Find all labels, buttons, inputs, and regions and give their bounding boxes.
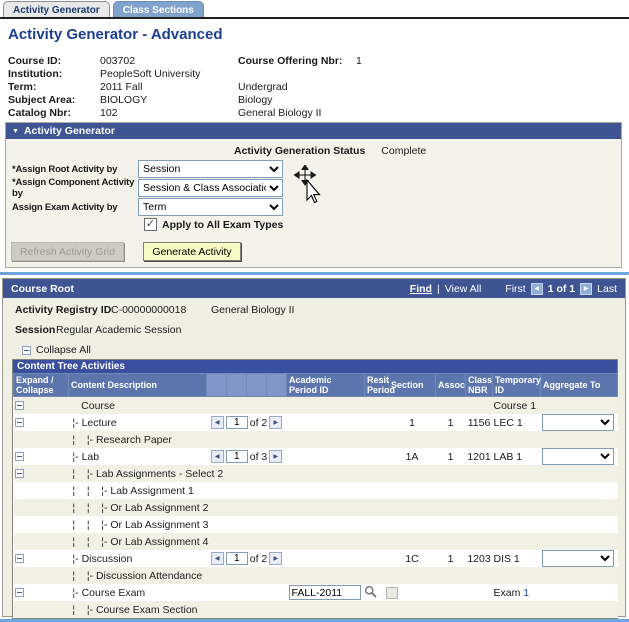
column-header-spacer bbox=[267, 374, 287, 397]
activity-label: Lab bbox=[81, 450, 100, 463]
tree-prefix: ¦ ¦- bbox=[69, 603, 96, 616]
class-nbr-cell bbox=[466, 516, 493, 533]
activity-label: Research Paper bbox=[95, 433, 172, 446]
activity-label: Discussion bbox=[81, 552, 133, 565]
temporary-id-value: DIS 1 bbox=[493, 552, 520, 565]
tree-prefix: ¦ ¦ ¦- bbox=[69, 535, 111, 548]
pager-cell bbox=[207, 516, 287, 533]
temporary-id-value: LAB 1 bbox=[493, 450, 523, 463]
content-description-cell bbox=[69, 482, 207, 499]
tree-row-course-exam-section bbox=[14, 601, 618, 618]
info-label: Subject Area: bbox=[8, 94, 76, 106]
column-header-class-nbr: Class NBR bbox=[466, 374, 493, 397]
column-header-assoc: Assoc bbox=[436, 374, 466, 397]
activity-label: Course bbox=[81, 399, 116, 412]
page-number-input[interactable] bbox=[226, 450, 248, 463]
resit-period-cell bbox=[365, 516, 389, 533]
tree-prefix: ¦- bbox=[69, 416, 82, 429]
tab-class-sections[interactable]: Class Sections bbox=[113, 1, 204, 18]
expand-cell bbox=[14, 567, 69, 584]
assoc-cell bbox=[436, 482, 466, 499]
pager-cell bbox=[207, 397, 287, 415]
page-number-input[interactable] bbox=[226, 552, 248, 565]
first-label[interactable]: First bbox=[505, 282, 526, 295]
tree-prefix: ¦- bbox=[69, 450, 82, 463]
generate-activity-button[interactable]: Generate Activity bbox=[143, 242, 241, 261]
academic-period-control bbox=[288, 585, 435, 601]
academic-period-input[interactable] bbox=[289, 585, 361, 600]
aggregate-to-cell bbox=[541, 482, 618, 499]
temporary-id-cell bbox=[493, 499, 541, 516]
aggregate-to-select[interactable] bbox=[542, 550, 614, 567]
section-cell bbox=[389, 567, 436, 584]
tab-underline bbox=[0, 17, 629, 19]
temporary-id-value: Course 1 bbox=[493, 399, 537, 412]
section-cell bbox=[389, 482, 436, 499]
course-root-panel bbox=[2, 278, 626, 617]
academic-period-cell bbox=[287, 601, 365, 618]
section-cell bbox=[389, 499, 436, 516]
field-row-assign-root-activity-by bbox=[12, 160, 283, 178]
temporary-id-cell bbox=[493, 567, 541, 584]
assoc-cell bbox=[436, 431, 466, 448]
field-label: Assign Exam Activity by bbox=[12, 201, 118, 213]
previous-activity-button[interactable]: ◀ bbox=[211, 552, 224, 565]
assign-exam-activity-by-select[interactable] bbox=[138, 198, 283, 216]
academic-period-cell bbox=[287, 414, 365, 431]
field-label: *Assign Root Activity by bbox=[12, 163, 118, 175]
activity-label: Course Exam bbox=[81, 586, 146, 599]
section-cell bbox=[389, 431, 436, 448]
generation-status bbox=[234, 145, 426, 157]
expand-cell bbox=[14, 482, 69, 499]
tree-row-or-lab-assignment-4 bbox=[14, 533, 618, 550]
info-label-right: Course Offering Nbr: bbox=[238, 55, 343, 67]
assoc-cell bbox=[436, 397, 466, 415]
info-row bbox=[8, 68, 622, 81]
collapse-all-control[interactable] bbox=[22, 344, 91, 356]
next-activity-button[interactable]: ▶ bbox=[269, 552, 282, 565]
page-of-label: of 2 bbox=[249, 416, 268, 429]
info-value-right: General Biology II bbox=[238, 107, 322, 119]
temporary-id-cell bbox=[493, 584, 541, 601]
temporary-id-cell bbox=[493, 448, 541, 465]
assoc-cell: 1 bbox=[447, 450, 454, 463]
info-row bbox=[8, 107, 622, 120]
column-header-expand-collapse: Expand / Collapse bbox=[14, 374, 69, 397]
row-count: 1 of 1 bbox=[547, 282, 576, 295]
info-label: Catalog Nbr: bbox=[8, 107, 71, 119]
class-nbr-cell bbox=[466, 533, 493, 550]
aggregate-to-cell bbox=[541, 601, 618, 618]
content-description-cell bbox=[69, 533, 207, 550]
expand-collapse-icon[interactable] bbox=[15, 588, 24, 597]
assoc-cell bbox=[436, 499, 466, 516]
academic-period-cell bbox=[287, 448, 365, 465]
resit-period-cell bbox=[365, 431, 389, 448]
resit-period-cell bbox=[365, 397, 389, 415]
column-header-spacer bbox=[227, 374, 247, 397]
class-nbr-cell bbox=[466, 499, 493, 516]
temporary-id-cell bbox=[493, 550, 541, 567]
academic-period-cell bbox=[287, 499, 365, 516]
nav-separator: | bbox=[436, 282, 440, 295]
tree-row-lab-assignments-select-2 bbox=[14, 465, 618, 482]
expand-cell bbox=[14, 499, 69, 516]
page-of-label: of 3 bbox=[249, 450, 268, 463]
info-value-right bbox=[238, 68, 356, 81]
apply-all-exam-types-checkbox[interactable]: ✓ bbox=[145, 218, 156, 230]
aggregate-to-cell bbox=[541, 448, 618, 465]
temporary-id-cell bbox=[493, 533, 541, 550]
temporary-id-cell bbox=[493, 516, 541, 533]
expand-cell bbox=[14, 448, 69, 465]
tree-prefix: ¦ ¦ ¦- bbox=[69, 484, 111, 497]
aggregate-to-select[interactable] bbox=[542, 414, 614, 431]
expand-cell bbox=[14, 550, 69, 567]
content-description-cell bbox=[69, 516, 207, 533]
tree-row-course bbox=[14, 397, 618, 415]
tree-prefix: ¦ ¦- bbox=[69, 467, 96, 480]
session-label: Session bbox=[15, 324, 56, 336]
academic-period-cell bbox=[287, 482, 365, 499]
academic-period-cell bbox=[287, 567, 365, 584]
aggregate-to-cell bbox=[541, 567, 618, 584]
temporary-id-cell bbox=[493, 414, 541, 431]
session-value: Regular Academic Session bbox=[56, 324, 182, 336]
pager-cell bbox=[207, 567, 287, 584]
content-description-cell bbox=[69, 448, 207, 465]
pager-cell bbox=[207, 448, 287, 465]
aggregate-to-cell bbox=[541, 584, 618, 601]
temporary-id-cell bbox=[493, 601, 541, 618]
registry-description: General Biology II bbox=[211, 304, 295, 316]
resit-period-cell bbox=[365, 550, 389, 567]
field-label: *Assign Component Activity by bbox=[12, 177, 135, 199]
expand-cell bbox=[14, 414, 69, 431]
assign-component-activity-by-select[interactable] bbox=[138, 179, 283, 197]
temporary-id-link[interactable]: 1 bbox=[523, 586, 530, 599]
pager-cell bbox=[207, 499, 287, 516]
resit-period-cell bbox=[365, 499, 389, 516]
info-row bbox=[8, 81, 622, 94]
tab-activity-generator[interactable]: Activity Generator bbox=[3, 1, 110, 18]
activity-label: Lab Assignments - Select 2 bbox=[95, 467, 224, 480]
temporary-id-cell bbox=[493, 482, 541, 499]
activity-label: Or Lab Assignment 2 bbox=[110, 501, 209, 514]
last-label[interactable]: Last bbox=[597, 282, 617, 295]
assoc-cell bbox=[436, 584, 466, 601]
aggregate-to-cell bbox=[541, 465, 618, 482]
section-title: Activity Generator bbox=[23, 125, 115, 137]
assoc-cell bbox=[436, 533, 466, 550]
refresh-activity-grid-button[interactable]: Refresh Activity Grid bbox=[11, 242, 124, 261]
column-header-temporary-id: Temporary ID bbox=[493, 374, 541, 397]
status-label: Activity Generation Status bbox=[234, 145, 366, 157]
tree-row-lab-assignment-1 bbox=[14, 482, 618, 499]
pager-cell bbox=[207, 601, 287, 618]
info-value: PeopleSoft University bbox=[100, 68, 201, 80]
tree-prefix: ¦- bbox=[69, 552, 82, 565]
academic-period-cell bbox=[287, 584, 436, 601]
info-value: 003702 bbox=[100, 55, 136, 67]
magnifier-icon[interactable] bbox=[364, 585, 377, 601]
content-description-cell bbox=[69, 584, 207, 601]
pager-cell bbox=[207, 584, 287, 601]
assoc-cell bbox=[436, 567, 466, 584]
section-cell bbox=[389, 601, 436, 618]
section-cell bbox=[389, 533, 436, 550]
course-root-title: Course Root bbox=[11, 282, 74, 295]
resit-period-cell bbox=[365, 601, 389, 618]
column-header-section: Section bbox=[389, 374, 436, 397]
aggregate-to-cell bbox=[541, 533, 618, 550]
content-description-cell bbox=[69, 567, 207, 584]
resit-period-cell bbox=[365, 414, 389, 431]
aggregate-to-cell bbox=[541, 397, 618, 415]
checkbox-label: Apply to All Exam Types bbox=[162, 218, 284, 231]
triangle-down-icon: ▼ bbox=[12, 127, 19, 135]
info-row bbox=[8, 55, 622, 68]
assoc-cell bbox=[436, 465, 466, 482]
class-nbr-cell bbox=[466, 397, 493, 415]
tree-row-research-paper bbox=[14, 431, 618, 448]
field-row-assign-exam-activity-by bbox=[12, 198, 283, 216]
info-value-right: Undergrad bbox=[238, 81, 288, 93]
column-header-content-description: Content Description bbox=[69, 374, 207, 397]
tree-row-or-lab-assignment-3 bbox=[14, 516, 618, 533]
resit-period-cell bbox=[365, 482, 389, 499]
expand-cell bbox=[14, 465, 69, 482]
scroll-area-nav bbox=[410, 283, 617, 295]
expand-collapse-icon[interactable] bbox=[15, 469, 24, 478]
class-nbr-cell bbox=[466, 431, 493, 448]
next-activity-button[interactable]: ▶ bbox=[269, 416, 282, 429]
page-number-input[interactable] bbox=[226, 416, 248, 429]
activity-label: Or Lab Assignment 4 bbox=[110, 535, 209, 548]
section-cell bbox=[389, 397, 436, 415]
section-cell bbox=[389, 465, 436, 482]
expand-collapse-icon[interactable] bbox=[15, 452, 24, 461]
assoc-cell: 1 bbox=[447, 416, 454, 429]
info-value: 102 bbox=[100, 107, 118, 119]
page-title: Activity Generator - Advanced bbox=[8, 26, 223, 43]
resit-period-cell bbox=[365, 465, 389, 482]
expand-cell bbox=[14, 397, 69, 415]
column-header-spacer bbox=[207, 374, 227, 397]
aggregate-to-cell bbox=[541, 431, 618, 448]
resit-period-cell bbox=[365, 533, 389, 550]
tree-prefix: ¦ ¦ ¦- bbox=[69, 501, 111, 514]
pager-cell bbox=[207, 533, 287, 550]
section-divider bbox=[0, 272, 629, 275]
tree-prefix: ¦- bbox=[69, 586, 82, 599]
course-root-header bbox=[3, 279, 625, 298]
temporary-id-value: Exam bbox=[493, 586, 521, 599]
tree-row-lecture bbox=[14, 414, 618, 431]
activity-pager bbox=[208, 450, 286, 463]
academic-period-cell bbox=[287, 516, 365, 533]
info-value: BIOLOGY bbox=[100, 94, 148, 106]
expand-cell bbox=[14, 584, 69, 601]
info-label: Institution: bbox=[8, 68, 63, 80]
activity-label: Discussion Attendance bbox=[95, 569, 203, 582]
class-nbr-cell: 1156 bbox=[467, 416, 491, 429]
academic-period-cell bbox=[287, 397, 365, 415]
expand-cell bbox=[14, 516, 69, 533]
pager-cell bbox=[207, 414, 287, 431]
pager-cell bbox=[207, 431, 287, 448]
activity-generator-panel bbox=[5, 122, 622, 268]
tree-row-discussion bbox=[14, 550, 618, 567]
resit-period-cell bbox=[365, 448, 389, 465]
section-cell: 1A bbox=[405, 450, 419, 463]
tree-prefix: ¦ ¦ ¦- bbox=[69, 518, 111, 531]
section-cell bbox=[389, 516, 436, 533]
class-nbr-cell bbox=[466, 465, 493, 482]
content-description-cell bbox=[69, 431, 207, 448]
status-value: Complete bbox=[381, 145, 427, 157]
tree-prefix: ¦ ¦- bbox=[69, 433, 96, 446]
tree-row-course-exam bbox=[14, 584, 618, 601]
assoc-cell bbox=[436, 601, 466, 618]
aggregate-to-cell bbox=[541, 516, 618, 533]
temporary-id-value: LEC 1 bbox=[493, 416, 523, 429]
aggregate-to-select[interactable] bbox=[542, 448, 614, 465]
activity-label: Lecture bbox=[81, 416, 117, 429]
class-nbr-cell bbox=[466, 584, 493, 601]
collapse-all-label: Collapse All bbox=[36, 344, 91, 356]
expand-collapse-icon[interactable] bbox=[15, 418, 24, 427]
column-header-spacer bbox=[247, 374, 267, 397]
column-header-aggregate-to: Aggregate To bbox=[541, 374, 618, 397]
activity-pager bbox=[208, 552, 286, 565]
resit-period-cell bbox=[365, 567, 389, 584]
assoc-cell: 1 bbox=[447, 552, 454, 565]
info-value-right: Biology bbox=[238, 94, 273, 106]
content-tree-title: Content Tree Activities bbox=[13, 360, 617, 373]
expand-cell bbox=[14, 533, 69, 550]
assoc-cell bbox=[436, 516, 466, 533]
tree-prefix bbox=[70, 400, 82, 412]
aggregate-to-cell bbox=[541, 414, 618, 431]
collapse-all-icon[interactable] bbox=[22, 346, 31, 355]
info-label: Course ID: bbox=[8, 55, 62, 67]
content-description-cell bbox=[69, 499, 207, 516]
aggregate-to-cell bbox=[541, 550, 618, 567]
section-cell: 1C bbox=[405, 552, 419, 565]
academic-period-cell bbox=[287, 431, 365, 448]
aggregate-to-cell bbox=[541, 499, 618, 516]
apply-all-exam-types-row bbox=[144, 218, 283, 231]
content-tree-table bbox=[13, 373, 618, 618]
registry-id-value: C-00000000018 bbox=[111, 304, 187, 316]
field-row-assign-component-activity-by bbox=[12, 179, 283, 197]
class-nbr-cell bbox=[466, 601, 493, 618]
class-nbr-cell: 1201 bbox=[467, 450, 491, 463]
course-info bbox=[8, 55, 622, 120]
tree-prefix: ¦ ¦- bbox=[69, 569, 96, 582]
content-description-cell bbox=[69, 601, 207, 618]
expand-collapse-icon[interactable] bbox=[15, 554, 24, 563]
academic-period-cell bbox=[287, 465, 365, 482]
content-description-cell bbox=[69, 465, 224, 482]
info-label: Term: bbox=[8, 81, 37, 93]
pager-cell bbox=[207, 550, 287, 567]
temporary-id-cell bbox=[493, 397, 541, 415]
tab-bar bbox=[3, 1, 204, 18]
column-header-resit-period: Resit Period bbox=[365, 374, 389, 397]
find-link[interactable]: Find bbox=[409, 282, 432, 295]
expand-cell bbox=[14, 601, 69, 618]
info-row bbox=[8, 94, 622, 107]
content-description-cell bbox=[69, 397, 207, 415]
class-nbr-cell bbox=[466, 482, 493, 499]
activity-label: Lab Assignment 1 bbox=[110, 484, 194, 497]
previous-row-button[interactable]: ◀ bbox=[531, 283, 543, 295]
next-row-button[interactable]: ▶ bbox=[580, 283, 592, 295]
activity-label: Or Lab Assignment 3 bbox=[110, 518, 209, 531]
column-header-academic-period-id: Academic Period ID bbox=[287, 374, 365, 397]
view-all-link[interactable]: View All bbox=[444, 282, 482, 295]
content-description-cell bbox=[69, 414, 207, 431]
class-nbr-cell bbox=[466, 567, 493, 584]
info-value: 2011 Fall bbox=[100, 81, 143, 93]
previous-activity-button[interactable]: ◀ bbox=[211, 450, 224, 463]
activity-label: Course Exam Section bbox=[95, 603, 198, 616]
expand-cell bbox=[14, 431, 69, 448]
section-cell: 1 bbox=[409, 416, 415, 429]
page-of-label: of 2 bbox=[249, 552, 268, 565]
temporary-id-cell bbox=[493, 431, 541, 448]
academic-period-cell bbox=[287, 550, 365, 567]
tree-row-or-lab-assignment-2 bbox=[14, 499, 618, 516]
activity-pager bbox=[208, 416, 286, 429]
academic-period-cell bbox=[287, 533, 365, 550]
tree-row-discussion-attendance bbox=[14, 567, 618, 584]
next-activity-button[interactable]: ▶ bbox=[269, 450, 282, 463]
registry-id-label: Activity Registry ID bbox=[15, 304, 112, 316]
temporary-id-cell bbox=[493, 465, 541, 482]
activity-generator-section-header[interactable] bbox=[6, 123, 621, 139]
previous-activity-button[interactable]: ◀ bbox=[211, 416, 224, 429]
content-tree-grid bbox=[12, 359, 618, 619]
content-description-cell bbox=[69, 550, 207, 567]
assign-root-activity-by-select[interactable] bbox=[138, 160, 283, 178]
expand-collapse-icon[interactable] bbox=[15, 401, 24, 410]
tree-row-lab bbox=[14, 448, 618, 465]
pager-cell bbox=[207, 482, 287, 499]
class-nbr-cell: 1203 bbox=[467, 552, 491, 565]
resit-checkbox[interactable] bbox=[386, 587, 398, 599]
info-value-right: 1 bbox=[356, 55, 362, 67]
